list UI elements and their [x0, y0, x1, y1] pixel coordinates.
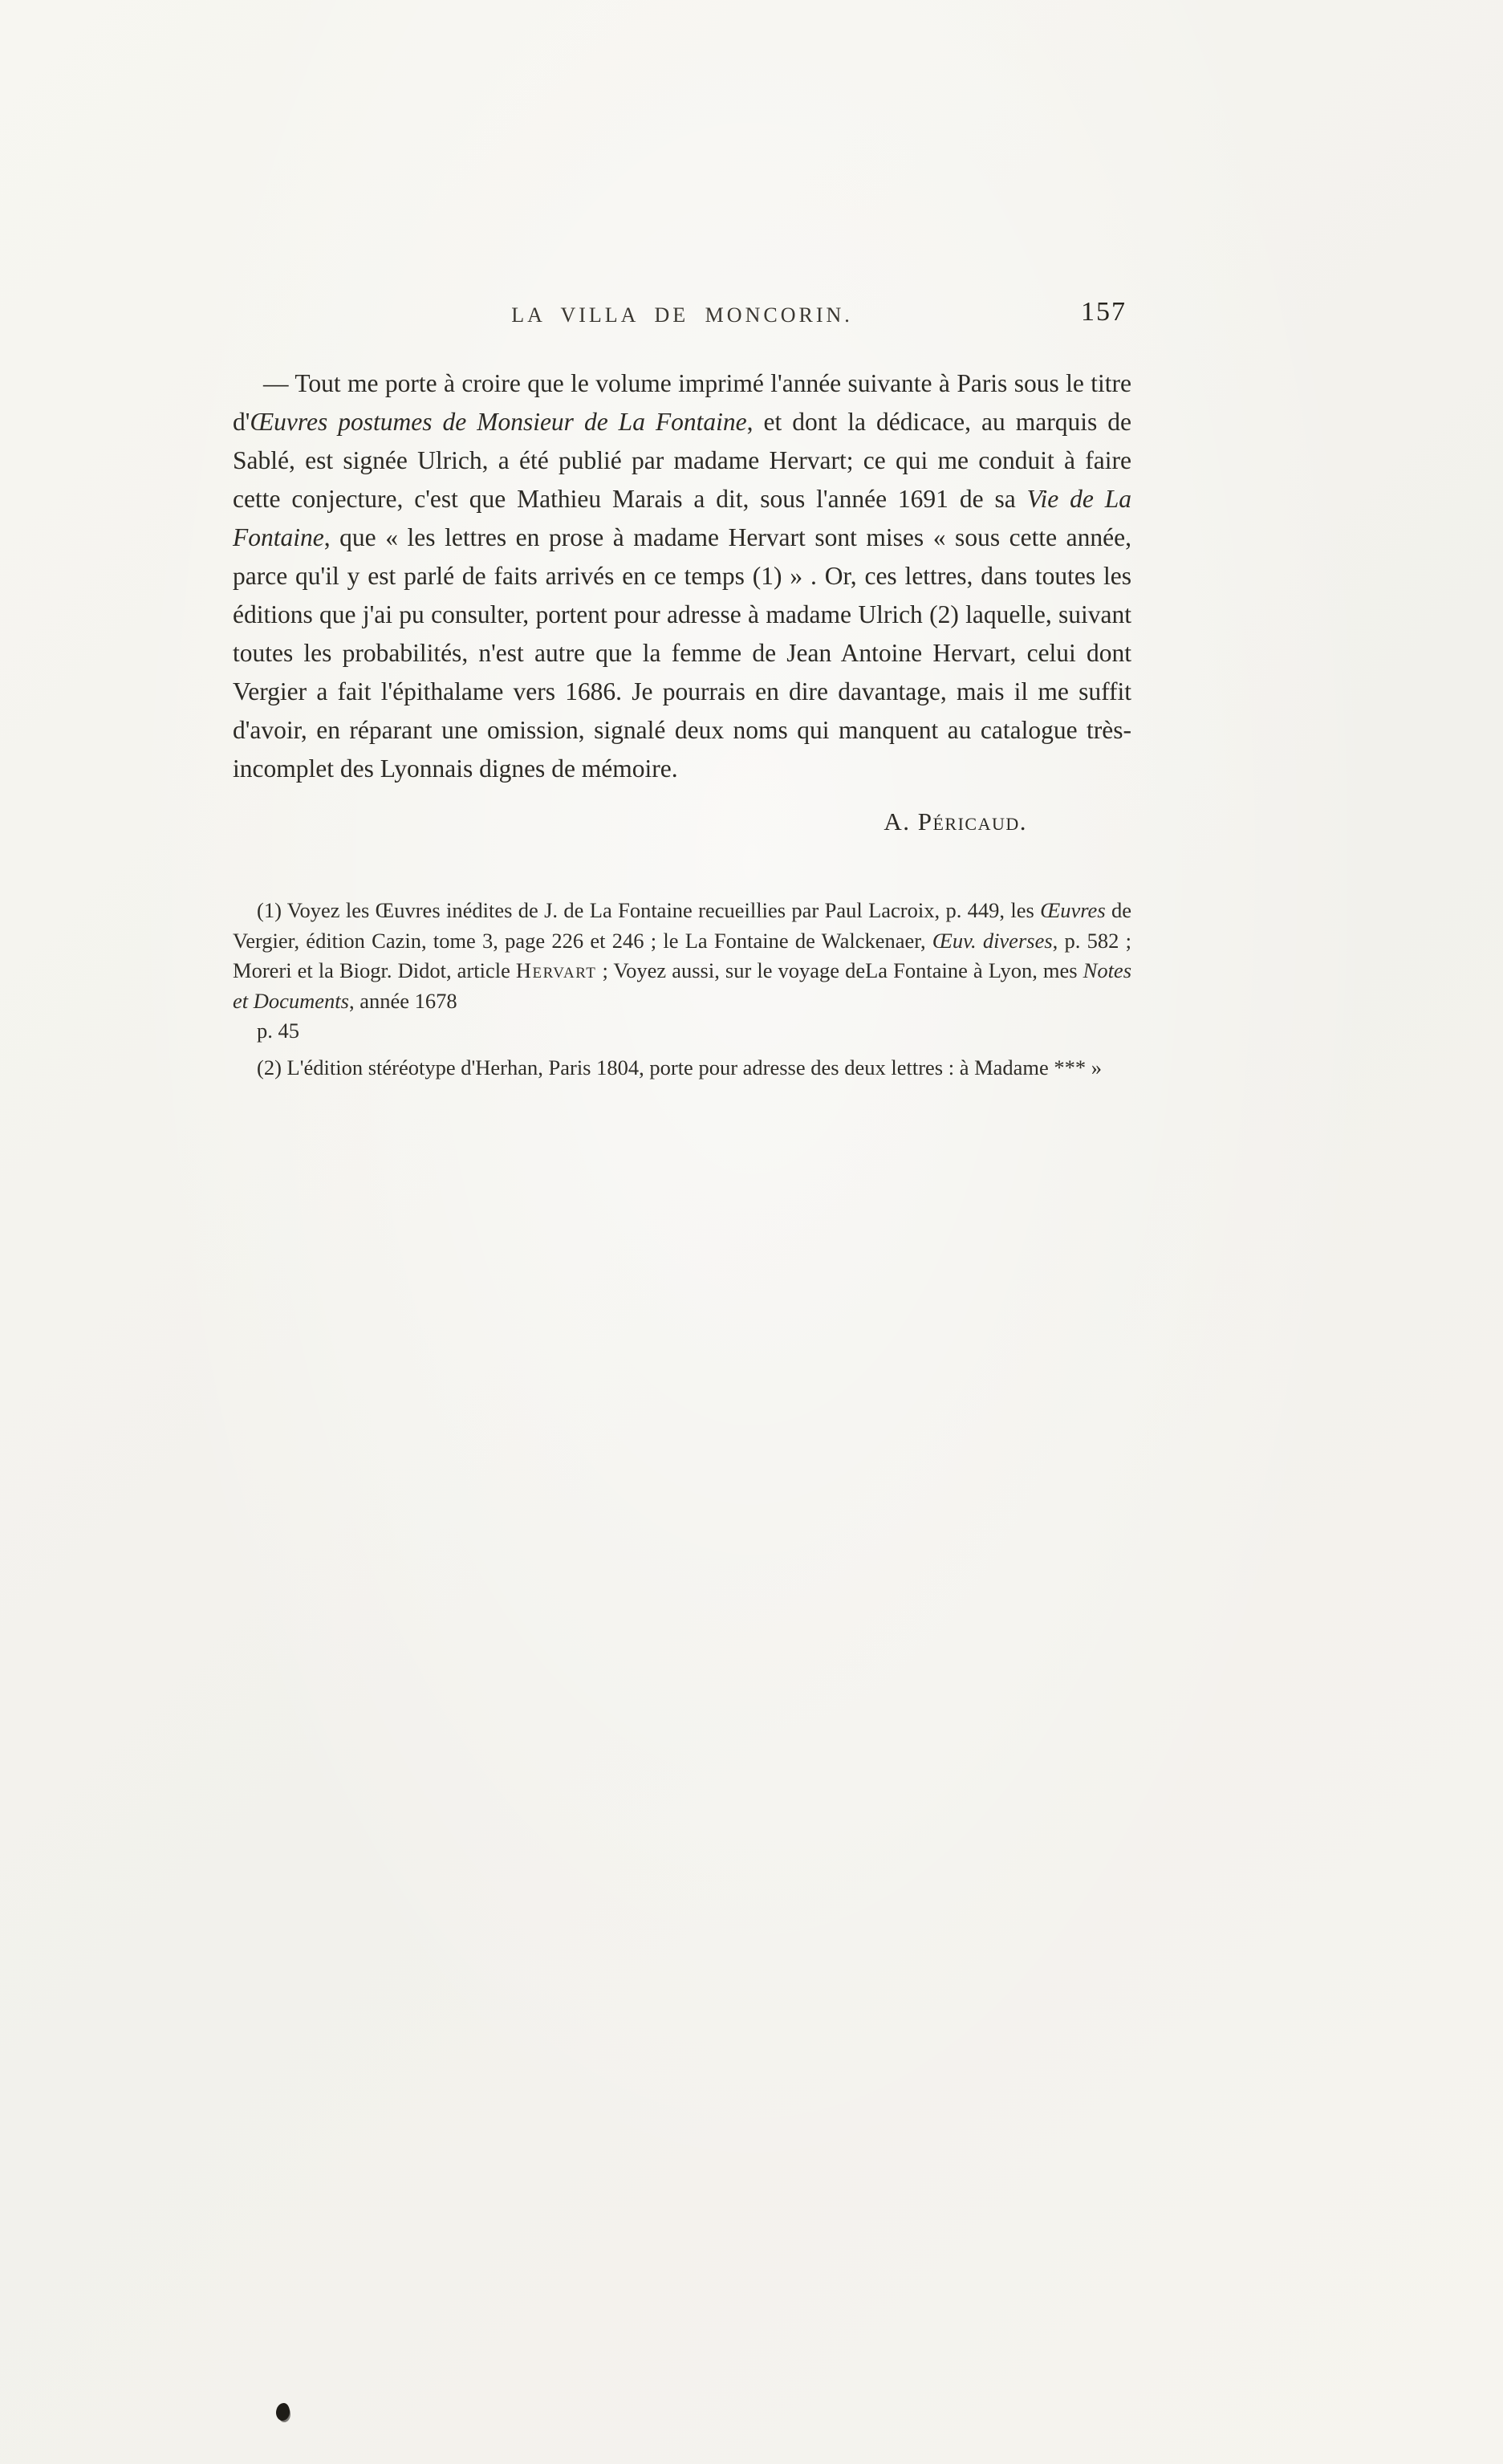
main-paragraph	[233, 364, 1131, 788]
author-name: A. Péricaud.	[884, 807, 1027, 836]
footnote-1-text-3: , p. 582 ; Moreri et la Biogr. Didot, article	[233, 928, 1131, 982]
footnote-1-text-5: , année 1678	[348, 988, 457, 1013]
footnote-1-text-1: (1) Voyez les Œuvres inédites de J. de La Fontaine recueillies par Paul Lacroix, p. 449, les	[257, 898, 1041, 922]
footnotes-section	[233, 896, 1131, 1083]
footnote-1-smallcaps-name: Hervart	[515, 958, 597, 982]
running-title: LA VILLA DE MONCORIN.	[511, 303, 853, 327]
footnote-1-italic-3: Notes et Documents	[233, 958, 1132, 1013]
author-signature	[233, 807, 1131, 836]
book-title-italic-2: Vie de La Fontaine	[233, 485, 1131, 551]
footnote-1	[233, 896, 1131, 1047]
page-content	[233, 297, 1132, 1089]
page-header	[233, 297, 1131, 339]
paragraph-text-1: — Tout me porte à croire que le volume imprimé l'année suivante à Paris sous le titre d'	[233, 369, 1131, 436]
footnote-2	[233, 1053, 1131, 1084]
ink-blot-mark	[276, 2403, 290, 2421]
book-title-italic-1: Œuvres postumes de Monsieur de La Fontaine	[250, 408, 747, 436]
footnote-1-text-4: ; Voyez aussi, sur le voyage deLa Fontaine à Lyon, mes	[596, 958, 1083, 982]
footnote-1-page-line: p. 45	[257, 1019, 299, 1043]
page-number: 157	[1081, 297, 1127, 327]
footnote-1-text-2: de Vergier, édition Cazin, tome 3, page 226 et 246 ; le La Fontaine de Walckenaer,	[233, 898, 1132, 953]
paragraph-text-2: , et dont la dédicace, au marquis de Sablé, est signée Ulrich, a été publié par madame Hervart; ce qui me conduit à faire cette conjecture, c'est que Mathieu Marais a dit, sous l'année 1691 de sa	[233, 408, 1131, 513]
paragraph-text-3: , que « les lettres en prose à madame Hervart sont mises « sous cette année, parce qu'il y est parlé de faits arrivés en ce temps (1) » . Or, ces lettres, dans toutes les éditions que j'ai pu consulter, portent pour adresse à madame Ulrich (2) laquelle, suivant toutes les probabilités, n'est autre que la femme de Jean Antoine Hervart, celui dont Vergier a fait l'épithalame vers 1686. Je pourrais en dire davantage, mais il me suffit d'avoir, en réparant une omission, signalé deux noms qui manquent au catalogue très-incomplet des Lyonnais dignes de mémoire.	[233, 523, 1131, 783]
footnote-1-italic-1: Œuvres	[1040, 898, 1106, 922]
footnote-1-italic-2: Œuv. diverses	[932, 928, 1053, 953]
footnote-2-text-1: (2) L'édition stéréotype d'Herhan, Paris 1804, porte pour adresse des deux lettres : à Madame *** »	[257, 1055, 1103, 1080]
